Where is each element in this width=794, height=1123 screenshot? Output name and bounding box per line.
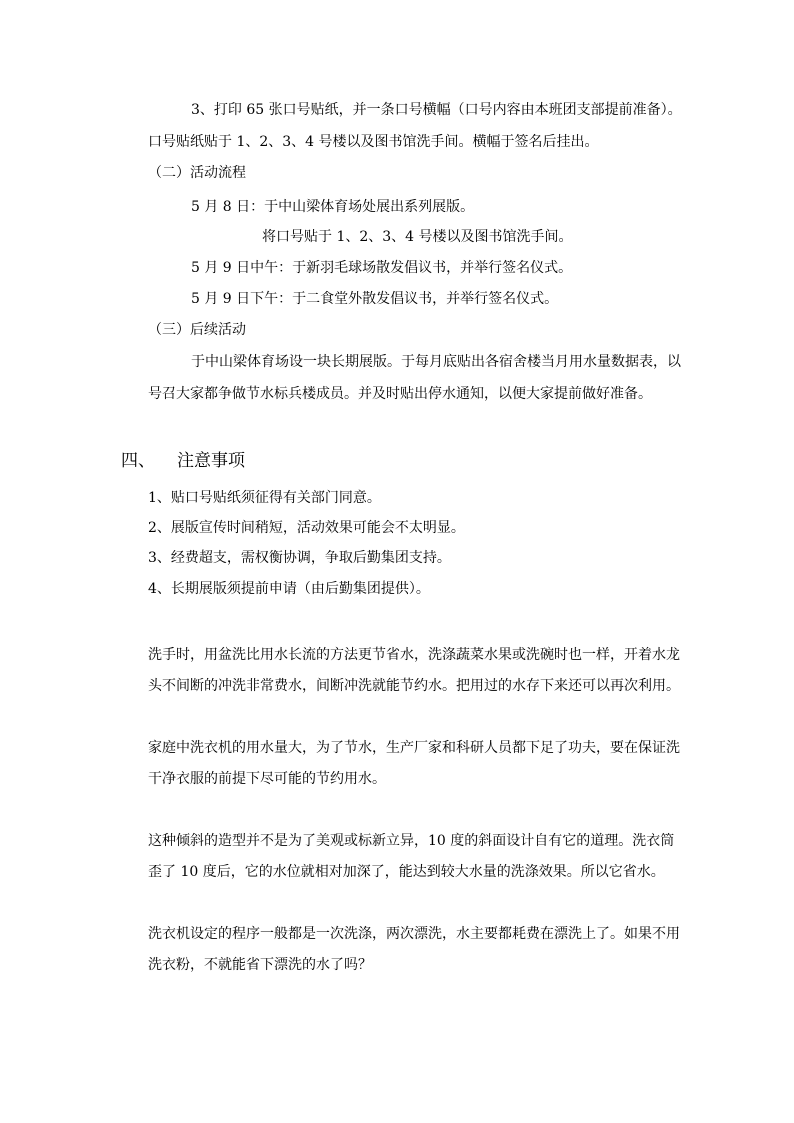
flow-heading: （二）活动流程 [148, 165, 246, 181]
notes-item: 3、经费超支，需权衡协调，争取后勤集团支持。 [148, 550, 451, 566]
followup-line-1: 于中山梁体育场设一块长期展版。于每月底贴出各宿舍楼当月用水量数据表，以 [191, 354, 681, 370]
followup-heading: （三）后续活动 [148, 322, 246, 338]
notes-item: 4、长期展版须提前申请（由后勤集团提供）。 [148, 581, 430, 597]
prep-item-3-line-1: 3、打印 65 张口号贴纸，并一条口号横幅（口号内容由本班团支部提前准备）。 [191, 102, 682, 118]
flow-item: 5 月 9 日中午：于新羽毛球场散发倡议书，并举行签名仪式。 [191, 260, 573, 276]
paragraph-line: 歪了 10 度后，它的水位就相对加深了，能达到较大水量的洗涤效果。所以它省水。 [148, 864, 665, 880]
paragraph-line: 洗衣粉，不就能省下漂洗的水了吗？ [148, 957, 372, 973]
flow-item: 5 月 9 日下午：于二食堂外散发倡议书，并举行签名仪式。 [191, 291, 559, 307]
paragraph-line: 头不间断的冲洗非常费水，间断冲洗就能节约水。把用过的水存下来还可以再次利用。 [148, 678, 680, 694]
paragraph-line: 洗衣机设定的程序一般都是一次洗涤，两次漂洗，水主要都耗费在漂洗上了。如果不用 [148, 926, 680, 942]
notes-heading: 注意事项 [177, 451, 245, 471]
flow-item: 将口号贴于 1、2、3、4 号楼以及图书馆洗手间。 [262, 229, 573, 245]
paragraph-line: 洗手时，用盆洗比用水长流的方法更节省水，洗涤蔬菜水果或洗碗时也一样，开着水龙 [148, 647, 680, 663]
notes-item: 1、贴口号贴纸须征得有关部门同意。 [148, 490, 381, 506]
notes-section-number: 四、 [121, 451, 155, 471]
paragraph-line: 家庭中洗衣机的用水量大，为了节水，生产厂家和科研人员都下足了功夫，要在保证洗 [148, 740, 680, 756]
prep-item-3-line-2: 口号贴纸贴于 1、2、3、4 号楼以及图书馆洗手间。横幅于签名后挂出。 [148, 134, 599, 150]
paragraph-line: 这种倾斜的造型并不是为了美观或标新立异，10 度的斜面设计自有它的道理。洗衣筒 [148, 833, 675, 849]
flow-item: 5 月 8 日：于中山梁体育场处展出系列展版。 [191, 199, 475, 215]
notes-item: 2、展版宣传时间稍短，活动效果可能会不太明显。 [148, 520, 465, 536]
paragraph-line: 干净衣服的前提下尽可能的节约用水。 [148, 771, 386, 787]
followup-line-2: 号召大家都争做节水标兵楼成员。并及时贴出停水通知，以便大家提前做好准备。 [148, 386, 652, 402]
